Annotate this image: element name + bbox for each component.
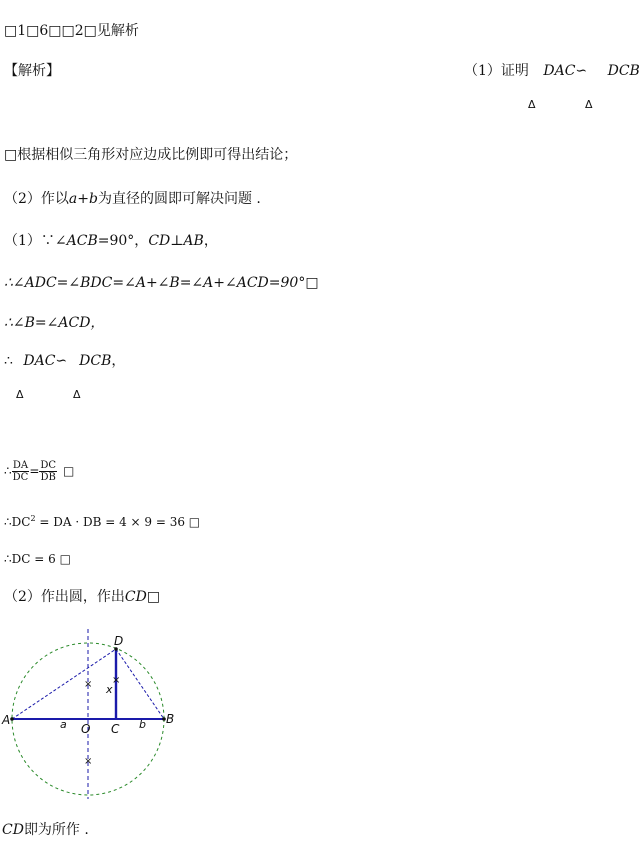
hint2-var: a+b bbox=[68, 191, 98, 207]
hint2-post: 为直径的圆即可解决问题 . bbox=[97, 191, 261, 207]
conclusion-cd: CD bbox=[2, 822, 24, 838]
label-a: A bbox=[2, 713, 11, 727]
fraction-numerator: DA bbox=[12, 460, 29, 471]
triangle-symbol: Δ bbox=[585, 98, 593, 111]
triangle-symbol: Δ bbox=[528, 98, 536, 111]
hint-similar-triangles: □根据相似三角形对应边成比例即可得出结论； bbox=[4, 147, 298, 163]
proof-line-3: ∴∠B=∠ACD， bbox=[4, 315, 105, 331]
p4-pre: ∴ bbox=[4, 353, 18, 369]
fraction-denominator: DB bbox=[40, 472, 56, 483]
dc-value: ∴DC = 6 □ bbox=[4, 552, 71, 566]
fraction-numerator: DC bbox=[40, 460, 57, 471]
label-segment-a: a bbox=[60, 718, 67, 731]
label-d: D bbox=[114, 634, 124, 648]
dc-squared-text: ∴DC bbox=[4, 515, 31, 529]
fraction-dc-db bbox=[39, 460, 57, 483]
label-segment-x: x bbox=[106, 683, 113, 696]
dc-squared-equation bbox=[4, 510, 200, 531]
part2-heading bbox=[4, 588, 160, 606]
triangle-dcb-label: DCB bbox=[607, 63, 640, 79]
p1-perp: ⊥ bbox=[170, 233, 184, 249]
hint-construct-circle bbox=[4, 190, 261, 208]
part2-cd: CD bbox=[124, 589, 147, 605]
fraction-da-dc bbox=[12, 460, 30, 483]
proof-line-2: ∴∠ADC=∠BDC=∠A+∠B=∠A+∠ACD=90°□ bbox=[4, 275, 319, 291]
answer-header: □1□6□□2□见解析 bbox=[4, 23, 139, 39]
conclusion-rest: 即为所作 . bbox=[23, 822, 89, 838]
hint2-pre: （2）作以 bbox=[4, 191, 69, 207]
dc-squared-sup: 2 bbox=[30, 514, 36, 523]
label-segment-b: b bbox=[139, 718, 146, 731]
analysis-title: 【解析】 bbox=[4, 63, 60, 79]
conclusion bbox=[2, 821, 89, 839]
proof-line-4 bbox=[4, 352, 125, 370]
ratio-equals: = bbox=[29, 464, 40, 478]
construction-figure bbox=[0, 625, 200, 805]
triangle-symbol: Δ bbox=[73, 388, 81, 401]
compass-mark: × bbox=[84, 679, 93, 690]
triangle-dac-label: DAC∽ bbox=[543, 63, 588, 79]
compass-mark: × bbox=[112, 675, 121, 686]
proof-heading-prefix: （1）证明 bbox=[464, 63, 529, 79]
p4-t1: DAC∽ bbox=[23, 353, 68, 369]
label-o: O bbox=[81, 722, 91, 736]
compass-mark: × bbox=[84, 756, 93, 767]
proof-line-1 bbox=[4, 232, 218, 250]
ratio-end: □ bbox=[63, 464, 75, 478]
p1-end: ， bbox=[203, 233, 218, 249]
triangle-symbol: Δ bbox=[16, 388, 24, 401]
p4-end: ， bbox=[111, 353, 126, 369]
part2-pre: （2）作出圆，作出 bbox=[4, 589, 125, 605]
label-c: C bbox=[111, 722, 120, 736]
p1-ab: AB bbox=[183, 233, 204, 249]
point-a bbox=[10, 717, 14, 721]
label-b: B bbox=[166, 712, 175, 726]
ratio-therefore: ∴ bbox=[4, 464, 12, 478]
dc-squared-rest: = DA · DB = 4 × 9 = 36 □ bbox=[35, 515, 201, 529]
proof-heading bbox=[464, 62, 640, 80]
segment-db bbox=[116, 649, 164, 719]
segment-ad bbox=[12, 649, 116, 719]
p4-t2: DCB bbox=[79, 353, 112, 369]
p1-acb: ACB bbox=[66, 233, 98, 249]
fraction-denominator: DC bbox=[12, 472, 29, 483]
p1-pre: （1）∵∠ bbox=[4, 233, 67, 249]
ratio-equation bbox=[4, 460, 74, 483]
p1-cd: CD bbox=[148, 233, 171, 249]
p1-mid: =90°， bbox=[97, 233, 149, 249]
part2-end: □ bbox=[146, 589, 161, 605]
